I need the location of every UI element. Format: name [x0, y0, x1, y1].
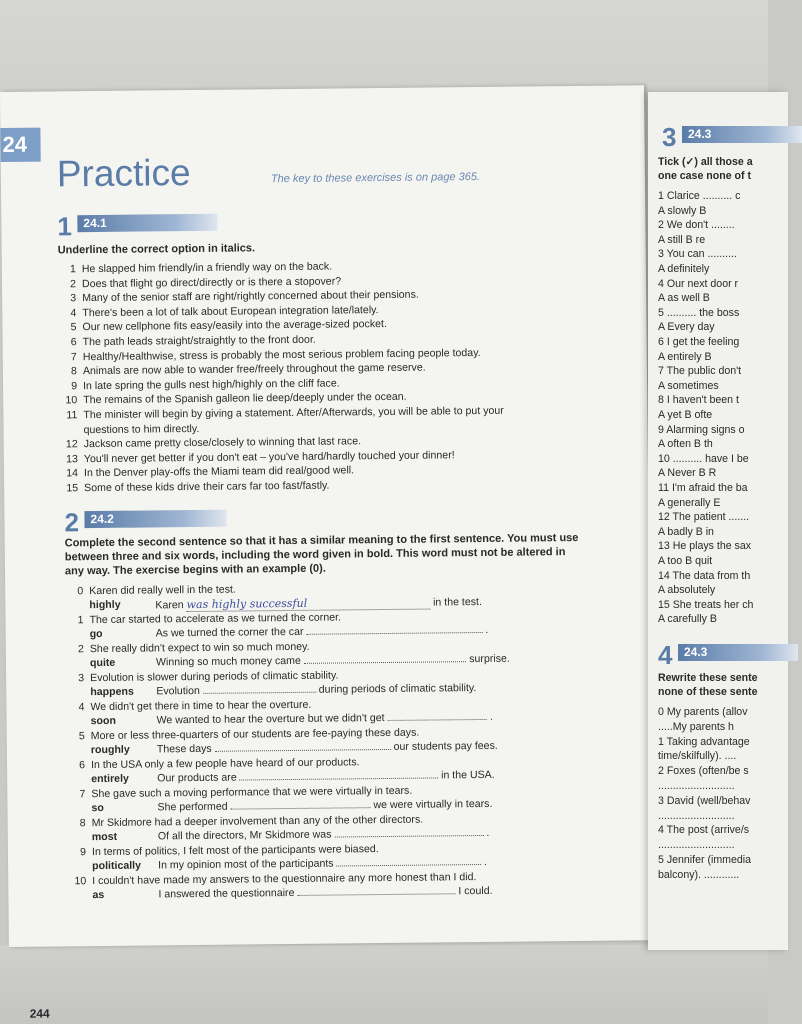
section-4-line: .......................... [658, 780, 735, 792]
answer-end: . [483, 826, 490, 839]
exercise-1-item [61, 362, 426, 378]
section-3-line: A slowly B [658, 204, 707, 217]
keyword: quite [89, 656, 116, 670]
section-4-line: 4 The post (arrive/s [658, 824, 750, 837]
answer-blank[interactable] [203, 692, 316, 694]
answer-end: in the test. [430, 595, 482, 609]
section-4-line: 1 Taking advantage [658, 735, 750, 748]
item-text: The minister will begin by giving a statement. After/Afterwards, you will be able to put your [83, 404, 504, 422]
answer-line [157, 798, 492, 814]
answer-blank[interactable] [215, 749, 391, 752]
item-sentence: More or less three-quarters of our students are fee-paying these days. [90, 726, 420, 743]
answer-blank[interactable] [337, 864, 482, 867]
answer-line [156, 653, 510, 669]
answer-blank[interactable] [334, 835, 483, 838]
section-3-line: A yet B ofte [658, 409, 713, 421]
left-page [0, 85, 653, 1021]
exercise-2-sentence [69, 756, 360, 771]
answer-blank[interactable] [297, 893, 455, 896]
section-1-bar [77, 214, 217, 232]
item-sentence: In terms of politics, I felt most of the participants were biased. [91, 843, 379, 859]
item-text: Jackson came pretty close/closely to winning that last race. [83, 435, 362, 451]
exercise-1-item [61, 405, 504, 422]
keyword: happens [90, 685, 134, 699]
right-page [648, 92, 788, 950]
item-number: 2 [77, 643, 84, 656]
item-text: In the Denver play-offs the Miami team did real/good well. [83, 464, 355, 480]
section-3-number: 3 [662, 122, 677, 152]
answer-start: I answered the questionnaire [158, 886, 298, 901]
item-sentence: We didn't get there in time to hear the overture. [90, 698, 312, 714]
item-number: 7 [79, 788, 86, 801]
section-2-header [64, 507, 229, 538]
section-3-line: A still B re [658, 233, 706, 246]
section-4-number: 4 [658, 640, 673, 670]
section-4-line: .......................... [658, 809, 735, 822]
answer-start: We wanted to hear the overture but we didn't get [156, 711, 388, 727]
answer-start: Karen [155, 599, 187, 612]
keyword: soon [90, 714, 116, 728]
answer-blank[interactable] [240, 777, 438, 780]
answer-end: our students pay fees. [390, 739, 498, 753]
answer-start: Our products are [157, 771, 240, 785]
section-3-line: 14 The data from th [658, 569, 751, 582]
exercise-1-item [61, 377, 340, 392]
section-3-instruction-line-1: Tick (✓) all those a [658, 156, 753, 168]
item-text: There's been a lot of talk about European integration late/lately. [82, 303, 379, 319]
chapter-tab: 24 [0, 128, 40, 162]
item-text: In late spring the gulls nest high/highly on the cliff face. [83, 377, 340, 392]
answer-line [155, 595, 482, 612]
item-text: Healthy/Healthwise, stress is probably the most serious problem facing people today. [82, 346, 481, 363]
keyword: most [91, 830, 118, 844]
section-3-line: 9 Alarming signs o [658, 423, 745, 436]
section-3-line: 2 We don't ........ [658, 219, 735, 232]
item-text: The path leads straight/straightly to the front door. [82, 333, 316, 349]
item-number: 7 [70, 350, 77, 363]
item-text: He slapped him friendly/in a friendly way on the back. [81, 260, 333, 276]
section-3-line: 11 I'm afraid the ba [658, 482, 748, 494]
item-number: 5 [78, 730, 85, 743]
answer-line [157, 769, 495, 785]
answer-end: surprise. [466, 652, 510, 666]
section-3-line: A often B th [658, 438, 713, 451]
answer-line [157, 740, 498, 756]
section-3-instruction-line-2: one case none of t [658, 170, 752, 182]
answer-line [158, 885, 492, 900]
answer-blank[interactable] [304, 661, 467, 664]
item-number: 14 [66, 467, 79, 480]
section-4-line: time/skilfully). .... [658, 750, 737, 763]
answer-blank[interactable] [388, 719, 488, 721]
answer-key-note: The key to these exercises is on page 365. [270, 170, 481, 186]
keyword: roughly [90, 743, 130, 757]
section-4-line: 0 My parents (allov [658, 706, 748, 718]
section-3-line: A badly B in [658, 525, 714, 538]
exercise-1-item [62, 449, 455, 465]
item-text: Our new cellphone fits easy/easily into the average-sized pocket. [82, 318, 387, 334]
item-text: Many of the senior staff are right/rightly concerned about their pensions. [82, 288, 419, 305]
section-4-line: .......................... [658, 839, 735, 852]
item-number: 9 [71, 380, 78, 393]
exercise-1-item [60, 304, 378, 319]
section-3-line: A as well B [658, 292, 710, 305]
keyword: as [92, 888, 105, 902]
keyword: go [89, 627, 103, 641]
item-text: Animals are now able to wander free/freely throughout the game reserve. [82, 361, 426, 378]
answer-line [156, 624, 489, 639]
section-3-line: 1 Clarice .......... c [658, 190, 741, 202]
section-4-line: 2 Foxes (often/be s [658, 765, 749, 778]
exercise-1-item [61, 423, 199, 436]
item-number: 6 [70, 336, 77, 349]
scan-background-top [0, 0, 768, 100]
exercise-2-sentence [68, 699, 311, 714]
item-number: 4 [78, 701, 85, 714]
answer-blank[interactable] [231, 807, 371, 809]
answer-start: Winning so much money came [155, 654, 304, 669]
section-3-line: A carefully B [658, 613, 717, 626]
section-2-ref: 24.2 [90, 511, 114, 527]
item-text: Some of these kids drive their cars far too fast/fastly. [84, 479, 330, 495]
item-text: questions to him directly. [83, 422, 200, 436]
section-3-bar [682, 126, 802, 143]
section-2-instruction-line-3: any way. The exercise begins with an example (0). [64, 562, 326, 578]
answer-end: . [482, 623, 489, 636]
answer-line [158, 856, 487, 871]
section-3-line: A Never B R [658, 467, 717, 480]
section-3-line: A absolutely [658, 584, 716, 597]
exercise-2-sentence [67, 611, 341, 626]
section-4-instruction-line-2: none of these sente [658, 686, 758, 698]
item-number: 3 [78, 672, 85, 685]
section-4-instruction-line-1: Rewrite these sente [658, 672, 758, 684]
section-3-line: 5 .......... the boss [658, 306, 740, 319]
section-4-line: .....My parents h [658, 720, 734, 733]
page-number: 244 [29, 1006, 50, 1021]
answer-line [156, 682, 476, 697]
exercise-1-item [61, 347, 481, 363]
exercise-2-sentence [68, 669, 338, 684]
section-3-line: 13 He plays the sax [658, 540, 752, 553]
item-sentence: She gave such a moving performance that we were virtually in tears. [91, 784, 413, 801]
item-number: 5 [70, 321, 77, 334]
item-number: 8 [70, 365, 77, 378]
item-number: 1 [77, 614, 84, 627]
item-sentence: The car started to accelerate as we turned the corner. [89, 611, 342, 627]
answer-blank[interactable] [306, 632, 482, 635]
section-2-instruction-line-1: Complete the second sentence so that it has a similar meaning to the first sentence. You must use [64, 531, 579, 550]
item-text: You'll never get better if you don't eat – you've hard/hardly touched your dinner! [83, 449, 455, 465]
item-number: 2 [70, 277, 77, 290]
answer-start: She performed [157, 800, 231, 814]
answer-start: These days [156, 742, 215, 756]
item-sentence: She really didn't expect to win so much money. [89, 640, 310, 656]
section-3-line: 4 Our next door r [658, 277, 739, 290]
answer-line [157, 711, 493, 727]
exercise-1-item [62, 435, 361, 450]
exercise-2-sentence [69, 785, 412, 801]
answer-end: we were virtually in tears. [370, 797, 493, 812]
item-sentence: Mr Skidmore had a deeper involvement than any of the other directors. [91, 813, 424, 830]
section-4-line: balcony). ............ [658, 868, 740, 881]
exercise-2-sentence [68, 641, 310, 656]
answer-start: Evolution [156, 684, 203, 698]
section-3-line: A sometimes [658, 379, 719, 392]
exercise-2-sentence [70, 843, 379, 858]
answer-blank[interactable]: was highly successful [187, 596, 431, 613]
section-2-instruction-line-2: between three and six words, including the word given in bold. This word must not be altered in [64, 546, 566, 564]
exercise-1-item [61, 391, 406, 407]
item-number: 4 [70, 307, 77, 320]
item-sentence: In the USA only a few people have heard of our products. [90, 756, 360, 772]
section-4-header [658, 640, 788, 670]
answer-start: Of all the directors, Mr Skidmore was [157, 828, 335, 843]
answer-start: In my opinion most of the participants [158, 857, 337, 872]
section-3-line: 6 I get the feeling [658, 336, 740, 348]
section-1-ref: 24.1 [83, 215, 107, 231]
section-3-line: 3 You can .......... [658, 248, 737, 261]
answer-end: . [480, 855, 487, 869]
exercise-2-sentence [70, 814, 424, 830]
section-4-bar [678, 644, 798, 661]
exercise-2-sentence [67, 584, 236, 598]
section-4-line: 5 Jennifer (immedia [658, 854, 752, 866]
item-number: 0 [77, 585, 84, 598]
section-3-line: A entirely B [658, 350, 712, 363]
item-number: 10 [65, 394, 78, 407]
section-4-ref: 24.3 [684, 645, 708, 659]
section-3-header [662, 122, 792, 152]
item-number: 8 [79, 817, 86, 830]
section-3-ref: 24.3 [688, 127, 712, 141]
item-number: 9 [79, 846, 87, 859]
item-sentence: Evolution is slower during periods of climatic stability. [90, 669, 339, 685]
keyword: politically [92, 859, 142, 873]
item-number: 3 [70, 292, 77, 305]
section-3-line: A generally E [658, 496, 721, 509]
item-number: 6 [79, 759, 86, 772]
section-3-line: 15 She treats her ch [658, 598, 754, 611]
page-title: Practice [56, 152, 191, 195]
exercise-2-sentence [69, 727, 420, 743]
exercise-1-item [60, 318, 387, 333]
section-3-line: A definitely [658, 263, 710, 275]
exercise-1-item [60, 261, 332, 276]
section-3-line: A too B quit [658, 555, 713, 567]
scan-background-bottom [0, 945, 768, 1024]
section-4-line: 3 David (well/behav [658, 794, 751, 807]
answer-start: As we turned the corner the car [155, 625, 307, 640]
exercise-1-item [61, 334, 316, 349]
answer-end: in the USA. [438, 768, 495, 782]
section-1-instruction: Underline the correct option in italics. [57, 242, 256, 257]
answer-end: during periods of climatic stability. [315, 682, 477, 696]
answer-line [158, 827, 490, 842]
exercise-1-item [60, 275, 341, 290]
item-text: Does that flight go direct/directly or is there a stopover? [81, 275, 342, 290]
section-2-bar [84, 510, 226, 528]
exercise-1-item [62, 480, 329, 495]
item-sentence: I couldn't have made my answers to the questionnaire any more honest than I did. [92, 871, 477, 888]
item-number: 12 [65, 438, 78, 451]
keyword: entirely [91, 772, 129, 786]
section-3-line: 8 I haven't been t [658, 394, 739, 407]
item-number: 10 [74, 875, 87, 888]
section-3-line: 12 The patient ....... [658, 511, 750, 524]
item-number: 15 [66, 482, 79, 495]
exercise-1-item [62, 465, 354, 480]
section-1-number: 1 [57, 211, 73, 242]
section-3-line: 7 The public don't [658, 365, 742, 378]
section-1-header [57, 211, 217, 242]
item-number: 1 [69, 263, 76, 276]
answer-end: . [486, 710, 493, 723]
keyword: so [91, 801, 104, 815]
item-text: The remains of the Spanish galleon lie deep/deeply under the ocean. [83, 391, 407, 407]
section-3-line: 10 .......... have I be [658, 452, 749, 465]
item-number: 11 [66, 409, 78, 422]
keyword: highly [89, 598, 121, 612]
answer-end: I could. [455, 884, 493, 898]
item-sentence: Karen did really well in the test. [89, 583, 236, 598]
exercise-1-item [60, 289, 419, 305]
item-number: 13 [65, 453, 78, 466]
section-3-line: A Every day [658, 321, 715, 334]
section-2-number: 2 [64, 507, 80, 538]
